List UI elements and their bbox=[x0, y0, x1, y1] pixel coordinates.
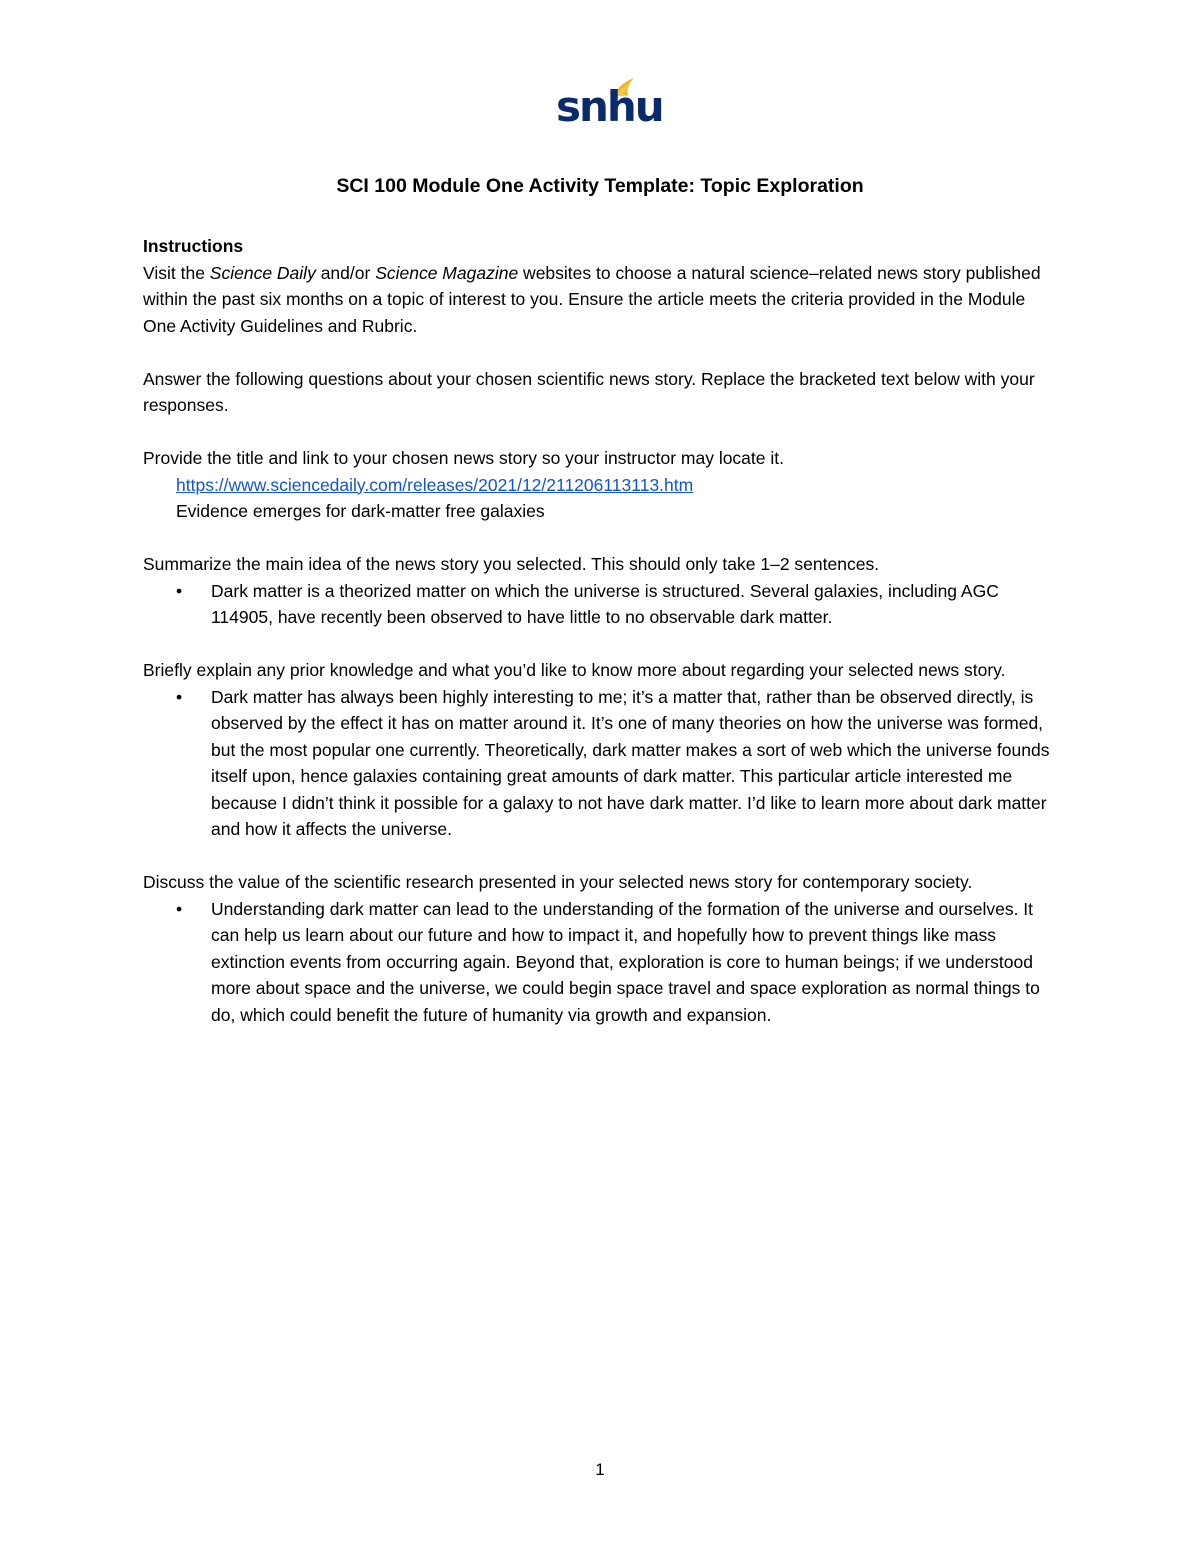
prior-knowledge-answer-list bbox=[143, 684, 1063, 843]
document-body bbox=[143, 233, 1063, 1028]
prior-knowledge-answer: Dark matter has always been highly interesting to me; it’s a matter that, rather than be observed directly, is observed by the effect it has on matter around it. It’s one of many theories on how the universe was formed, but the most popular one currently. Theoretically, dark matter makes a sort of web which the universe founds itself upon, hence galaxies containing great amounts of dark matter. This particular article interested me because I didn’t think it possible for a galaxy to not have dark matter. I’d like to learn more about dark matter and how it affects the universe. bbox=[211, 686, 1050, 839]
article-title: Evidence emerges for dark-matter free galaxies bbox=[176, 501, 545, 521]
document-title: SCI 100 Module One Activity Template: Topic Exploration bbox=[336, 175, 864, 197]
question-summary: Summarize the main idea of the news story you selected. This should only take 1–2 sentences. bbox=[143, 554, 880, 574]
bullet-icon: • bbox=[176, 580, 183, 601]
page-number: 1 bbox=[595, 1460, 605, 1479]
article-link[interactable]: https://www.sciencedaily.com/releases/2021/12/211206113113.htm bbox=[176, 474, 694, 495]
question-title-link: Provide the title and link to your chosen news story so your instructor may locate it. bbox=[143, 448, 784, 468]
list-item bbox=[143, 896, 1063, 1029]
instructions-text: websites to choose a natural science–related news story published within the past six months on a topic of interest to you. Ensure the article meets the criteria provided in the Module One Activity Guidelines and Rubric. bbox=[143, 262, 1041, 336]
summary-answer-list bbox=[143, 578, 1063, 631]
bullet-icon: • bbox=[176, 898, 183, 919]
answer-instructions: Answer the following questions about your chosen scientific news story. Replace the bracketed text below with your responses. bbox=[143, 368, 1035, 415]
list-item bbox=[143, 578, 1063, 631]
question-prior-knowledge: Briefly explain any prior knowledge and what you’d like to know more about regarding your selected news story. bbox=[143, 660, 1006, 680]
instructions-text: and/or bbox=[315, 262, 376, 283]
instructions-text: Visit the bbox=[143, 262, 210, 283]
value-answer-list bbox=[143, 896, 1063, 1029]
list-item bbox=[143, 684, 1063, 843]
article-link-line bbox=[143, 472, 1063, 499]
instructions-heading: Instructions bbox=[143, 236, 244, 256]
value-answer: Understanding dark matter can lead to the understanding of the formation of the universe and ourselves. It can help us learn about our future and how to impact it, and hopefully how to prevent things like mass extinction events from occurring again. Beyond that, exploration is core to human beings; if we understood more about space and the universe, we could begin space travel and space exploration as normal things to do, which could benefit the future of humanity via growth and expansion. bbox=[211, 898, 1040, 1025]
snhu-logo bbox=[556, 72, 663, 136]
question-value: Discuss the value of the scientific research presented in your selected news story for contemporary society. bbox=[143, 872, 973, 892]
summary-answer: Dark matter is a theorized matter on which the universe is structured. Several galaxies, including AGC 114905, have recently been observed to have little to no observable dark matter. bbox=[211, 580, 999, 627]
logo-wordmark: snhu bbox=[556, 82, 663, 131]
source-science-magazine: Science Magazine bbox=[375, 262, 519, 283]
instructions-paragraph bbox=[143, 260, 1063, 340]
source-science-daily: Science Daily bbox=[209, 262, 316, 283]
bullet-icon: • bbox=[176, 686, 183, 707]
